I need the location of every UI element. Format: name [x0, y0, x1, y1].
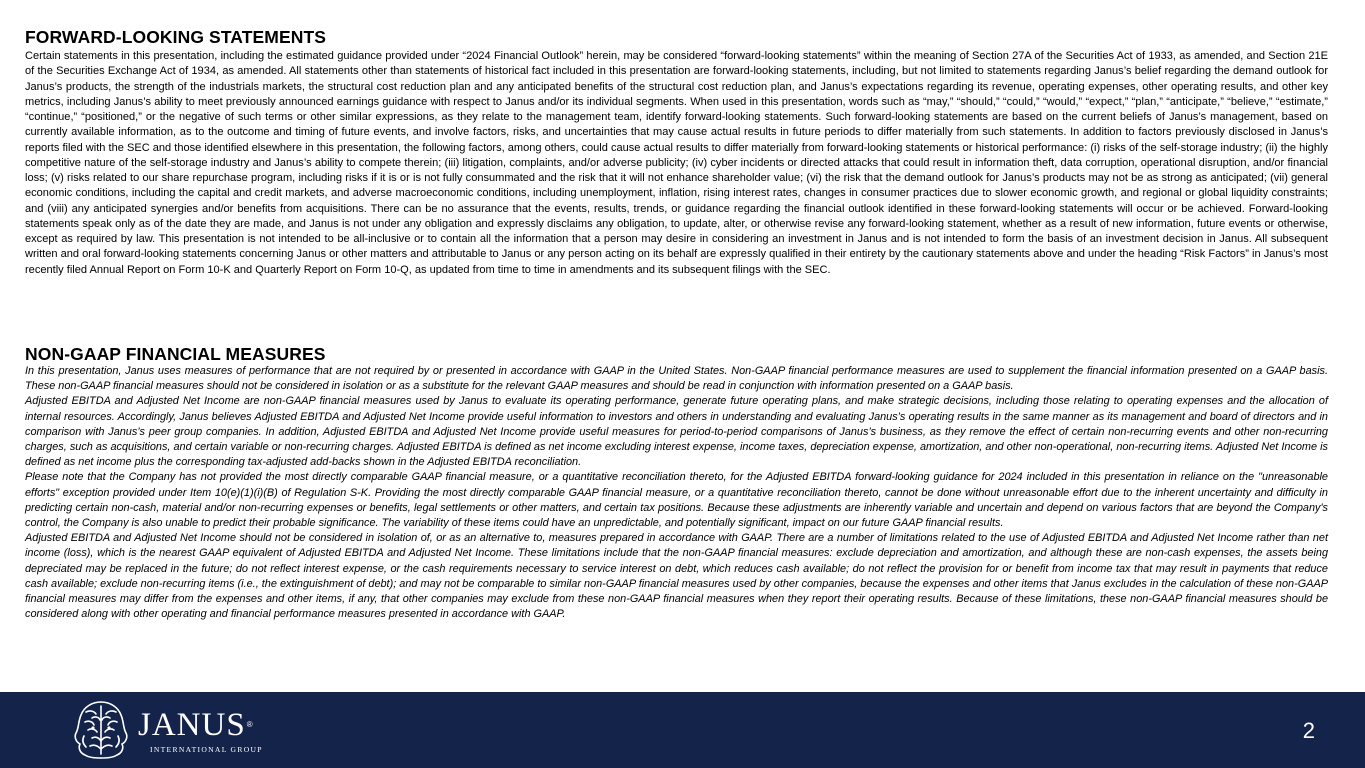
janus-logo [70, 698, 290, 762]
forward-looking-paragraph: Certain statements in this presentation, including the estimated guidance provided under “2024 Financial Outlook” herein, may be considered “forward-looking statements” within the meaning of Section 27A of the Securities Act of 1933, as amended, and Section 21E of the Securities Exchange Act of 1934, as amended. All statements other than statements of historical fact included in this presentation are forward-looking statements, including, but not limited to statements regarding Janus’s belief regarding the demand outlook for Janus’s products, the strength of the industrials markets, the structural cost reduction plan and any anticipated benefits of the structural cost reduction plan, and Janus’s expectations regarding its revenue, operating expenses, other operating results, and other key metrics, including Janus’s ability to meet previously announced earnings guidance with respect to Janus and/or its individual segments. When used in this presentation, words such as “may,” “should,” “could,” “would,” “expect,” “plan,” “anticipate,” “believe,” “estimate,” “continue,” “positioned,” or the negative of such terms or other similar expressions, as they relate to the management team, identify forward-looking statements. Such forward-looking statements are based on the current beliefs of Janus’s management, based on currently available information, as to the outcome and timing of future events, and involve factors, risks, and uncertainties that may cause actual results in future periods to differ materially from such statements. In addition to factors previously disclosed in Janus’s reports filed with the SEC and those identified elsewhere in this presentation, the following factors, among others, could cause actual results to differ materially from forward-looking statements or historical performance: (i) risks of the self-storage industry; (ii) the highly competitive nature of the self-storage industry and Janus’s ability to compete therein; (iii) litigation, complaints, and/or adverse publicity; (iv) cyber incidents or directed attacks that could result in information theft, data corruption, operational disruption, and/or financial loss; (v) risks related to our share repurchase program, including risks if it is or is not fully consummated and the risk that it will not enhance shareholder value; (vi) the risk that the demand outlook for Janus’s products may not be as strong as anticipated; (vii) general economic conditions, including the capital and credit markets, and adverse macroeconomic conditions, including unemployment, inflation, rising interest rates, changes in consumer practices due to slower economic growth, and regional or global liquidity constraints; and (viii) any anticipated synergies and/or benefits from acquisitions. There can be no assurance that the events, results, trends, or guidance regarding the financial outlook identified in these forward-looking statements will occur or be achieved. Forward-looking statements speak only as of the date they are made, and Janus is not under any obligation and expressly disclaims any obligation, to update, alter, or otherwise revise any forward-looking statement, whether as a result of new information, future events or otherwise, except as required by law. This presentation is not intended to be all-inclusive or to contain all the information that a person may desire in considering an investment in Janus and is not intended to form the basis of an investment decision in Janus. All subsequent written and oral forward-looking statements concerning Janus or other matters and attributable to Janus or any person acting on its behalf are expressly qualified in their entirety by the cautionary statements above and under the heading “Risk Factors” in Janus’s most recently filed Annual Report on Form 10-K and Quarterly Report on Form 10-Q, as updated from time to time in amendments and its subsequent filings with the SEC. [25, 50, 1328, 276]
non-gaap-paragraph-4: Adjusted EBITDA and Adjusted Net Income should not be considered in isolation of, or as an alternative to, measures prepared in accordance with GAAP. There are a number of limitations related to the use of Adjusted EBITDA and Adjusted Net Income rather than net income (loss), which is the nearest GAAP equivalent of Adjusted EBITDA and Adjusted Net Income. These limitations include that the non-GAAP financial measures: exclude depreciation and amortization, and although these are non-cash expenses, the assets being depreciated may be replaced in the future; do not reflect interest expense, or the cash requirements necessary to service interest on debt, which reduces cash available; do not reflect the provision for or benefit from income tax that may result in payments that reduce cash available; exclude non-recurring items (i.e., the extinguishment of debt); and may not be comparable to similar non-GAAP financial measures used by other companies, because the expenses and other items that Janus excludes in the calculation of these non-GAAP financial measures may differ from the expenses and other items, if any, that other companies may exclude from these non-GAAP financial measures when they report their operating results. Because of these limitations, these non-GAAP financial measures should be considered along with other operating and financial performance measures presented in accordance with GAAP. [25, 532, 1328, 621]
non-gaap-title: NON-GAAP FINANCIAL MEASURES [25, 344, 326, 364]
logo-subtitle: INTERNATIONAL GROUP [150, 745, 263, 754]
janus-emblem-icon [70, 698, 132, 762]
non-gaap-body [25, 364, 1328, 622]
forward-looking-body [25, 49, 1328, 278]
non-gaap-paragraph-1: In this presentation, Janus uses measures of performance that are not required by or presented in accordance with GAAP in the United States. Non-GAAP financial performance measures are used to supplement the financial information presented on a GAAP basis. These non-GAAP financial measures should not be considered in isolation or as a substitute for the relevant GAAP measures and should be read in conjunction with information presented on a GAAP basis. [25, 365, 1328, 393]
non-gaap-paragraph-2: Adjusted EBITDA and Adjusted Net Income are non-GAAP financial measures used by Janus to evaluate its operating performance, generate future operating plans, and make strategic decisions, including those relating to operating expenses and the allocation of internal resources. Accordingly, Janus believes Adjusted EBITDA and Adjusted Net Income provide useful information to investors and others in understanding and evaluating Janus’s operating results in the same manner as its management and board of directors and in comparison with Janus’s peer group companies. In addition, Adjusted EBITDA and Adjusted Net Income provide useful measures for period-to-period comparisons of Janus’s business, as they remove the effect of certain non-recurring events and other non-recurring charges, such as acquisitions, and certain variable or non-recurring charges. Adjusted EBITDA is defined as net income excluding interest expense, income taxes, depreciation expense, amortization, and other non-operational, non-recurring items. Adjusted Net Income is defined as net income plus the corresponding tax-adjusted add-backs shown in the Adjusted EBITDA reconciliation. [25, 395, 1328, 469]
footer-bar [0, 692, 1365, 768]
page-number: 2 [1302, 718, 1315, 743]
forward-looking-title: FORWARD-LOOKING STATEMENTS [25, 27, 327, 47]
non-gaap-paragraph-3: Please note that the Company has not provided the most directly comparable GAAP financial measure, or a quantitative reconciliation thereto, for the Adjusted EBITDA forward-looking guidance for 2024 included in this presentation in reliance on the "unreasonable efforts" exception provided under Item 10(e)(1)(i)(B) of Regulation S-K. Providing the most directly comparable GAAP financial measure, or a quantitative reconciliation thereto, cannot be done without unreasonable effort due to the inherent uncertainty and difficulty in predicting certain non-cash, material and/or non-recurring expenses or benefits, legal settlements or other matters, and certain tax positions. Because these adjustments are inherently variable and uncertain and depend on various factors that are beyond the Company's control, the Company is also unable to predict their probable significance. The variability of these items could have an unpredictable, and potentially significant, impact on our future GAAP financial results. [25, 471, 1328, 530]
logo-wordmark: JANUS® [138, 707, 253, 743]
